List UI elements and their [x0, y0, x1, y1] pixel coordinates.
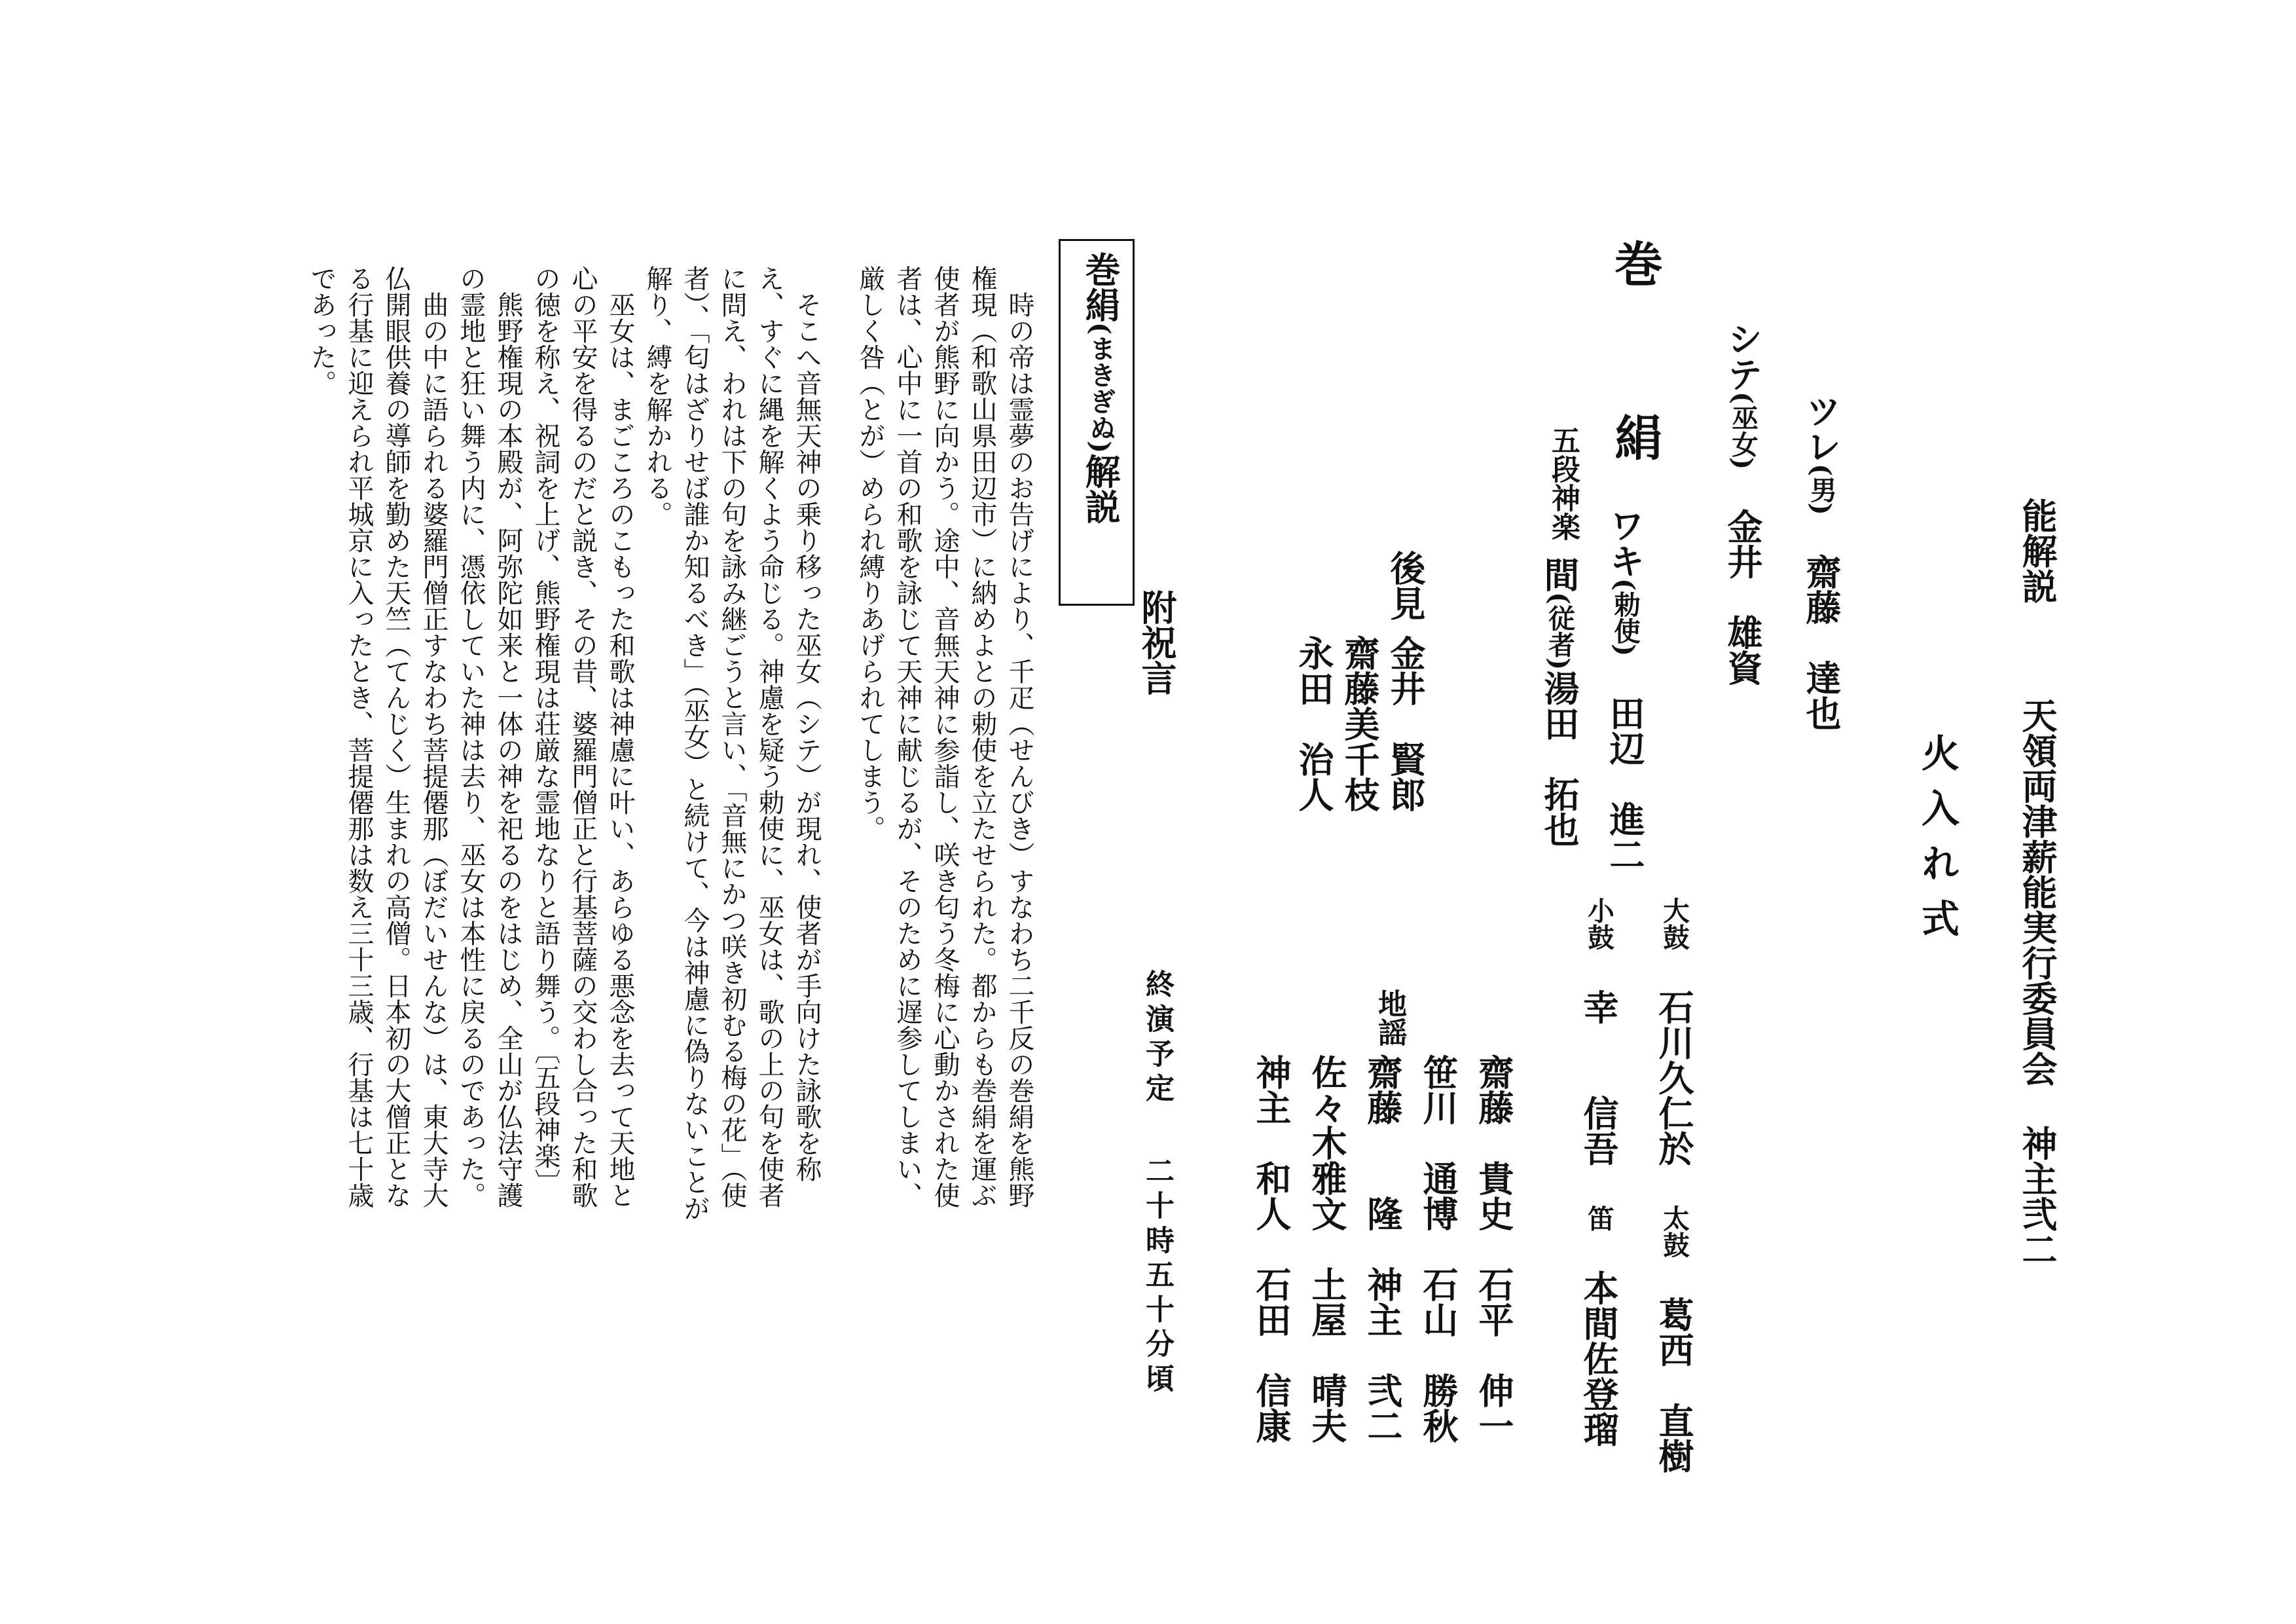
koken-name-3: 永田 治人	[1293, 635, 1335, 812]
taiko-name: 葛西 直樹	[1653, 1297, 1695, 1474]
fue-label: 笛	[1583, 1204, 1614, 1232]
committee-name	[2016, 697, 2058, 1267]
jiutai-col-5: 神主 和人 石田 信康	[1250, 1054, 1292, 1443]
commentary-paragraph-4: 熊野権現の本殿が、阿弥陀如来と一体の神を祀るのをはじめ、全山が仏法守護の霊地と狂い舞う内に、憑依していた神は去り、巫女は本性に戻るのであった。	[456, 265, 523, 1208]
jiutai-col-2: 笹川 通博 石山 勝秋	[1417, 1054, 1459, 1443]
commentary-title-box	[1059, 239, 1135, 606]
waki-role: ワキ	[1604, 507, 1646, 578]
shite-role: シテ	[1722, 321, 1764, 392]
hayashi-kotsuzumi	[1578, 897, 1620, 1447]
tsure-role: ツレ	[1800, 393, 1842, 464]
kannushi-name: 弐二	[2016, 1196, 2058, 1267]
committee-text: 天領両津薪能実行委員会	[2016, 697, 2058, 1086]
commentary-paragraph-3: 巫女は、まごころのこもった和歌は神慮に叶い、あらゆる悪念を去って天地と心の平安を得るのだと説き、その昔、婆羅門僧正と行基菩薩の交わし合った和歌の徳を称え、祝詞を上げ、熊野権現は荘厳な霊地なりと語り舞う。〔五段神楽〕	[530, 265, 635, 1208]
commentary-title-suffix: 解説	[1080, 453, 1121, 525]
ai-sub: (従者)	[1544, 592, 1575, 671]
fue-name: 本間佐登瑠	[1578, 1270, 1620, 1447]
cast-tsure	[1800, 393, 1842, 731]
commentary-paragraph-2: そこへ音無天神の乗り移った巫女（シテ）が現れ、使者が手向けた詠歌を称え、すぐに縄を解くよう命じる。神慮を疑う勅使に、巫女は、歌の上の句を使者に問え、われは下の句を詠み継ごうと言い、「音無にかつ咲き初むる梅の花」（使者）、「匂はざりせば誰か知るべき」（巫女）と続けて、今は神慮に偽りないことが解り、縛を解かれる。	[642, 265, 822, 1221]
waki-name: 田辺 進二	[1604, 695, 1646, 872]
otsuzumi-name: 石川久仁於	[1653, 989, 1695, 1166]
ceremony-title: 火入れ式	[1915, 733, 1959, 954]
kannushi-role: 神主	[2016, 1125, 2058, 1196]
commentary-body-left	[216, 265, 825, 1221]
play-title-2: 絹	[1607, 413, 1663, 461]
play-title-1: 巻	[1607, 239, 1663, 287]
koken-name-2: 齋藤美千枝	[1339, 635, 1381, 812]
hayashi-otsuzumi	[1653, 897, 1695, 1474]
ai-name: 湯田 拓也	[1539, 670, 1580, 847]
koken-label: 後見	[1385, 550, 1427, 621]
commentary-body-right	[828, 265, 1038, 1221]
jiutai-label: 地謡	[1373, 989, 1406, 1046]
otsuzumi-label: 大鼓	[1658, 897, 1690, 950]
commentary-paragraph-5: 曲の中に語られる婆羅門僧正すなわち菩提僊那（ぼだいせんな）は、東大寺大仏開眼供養の導師を勤めた天竺（てんじく）生まれの高僧。日本初の大僧正となる行基に迎えられ平城京に入ったとき、菩提僊那は数え三十三歳、行基は七十歳であった。	[306, 265, 448, 1208]
kotsuzumi-name: 幸 信吾	[1578, 989, 1620, 1166]
commentary-reading: (まきぎぬ)	[1085, 322, 1116, 454]
cast-shite	[1722, 321, 1764, 686]
commentary-paragraph-1: 時の帝は霊夢のお告げにより、千疋（せんびき）すなわち二千反の巻絹を熊野権現（和歌山県田辺市）に納めよとの勅使を立たせられた。都からも巻絹を運ぶ使者が熊野に向かう。途中、音無天神に参詣し、咲き匂う冬梅に心動かされた使者は、心中に一首の和歌を詠じて天神に献じるが、そのために遅参してしまい、厳しく咎（とが）められ縛りあげられてしまう。	[855, 265, 1034, 1208]
jiutai-col-3: 齋藤 隆 神主 弐二	[1362, 1054, 1404, 1443]
shite-name: 金井 雄資	[1722, 508, 1764, 686]
cast-waki	[1604, 507, 1646, 872]
commentary-title	[1080, 251, 1121, 525]
ai-role: 間	[1539, 557, 1580, 592]
waki-sub: (勅使)	[1609, 578, 1641, 657]
jiutai-col-1: 齋藤 貴史 石平 伸一	[1473, 1054, 1515, 1443]
shugen-label: 附祝言	[1136, 589, 1178, 695]
commentary-title-main: 巻絹	[1080, 251, 1121, 322]
koken-name-1: 金井 賢郎	[1385, 635, 1427, 812]
cast-ai	[1539, 557, 1580, 847]
jiutai-col-4: 佐々木雅文 土屋 晴夫	[1306, 1054, 1348, 1443]
tsure-name: 齋藤 達也	[1800, 554, 1842, 731]
taiko-label: 太鼓	[1658, 1204, 1690, 1258]
end-time: 二十時五十分頃	[1140, 1156, 1174, 1398]
end-label: 終演予定	[1140, 969, 1174, 1108]
noh-label: 能解説	[2016, 498, 2058, 604]
shite-sub: (巫女)	[1727, 392, 1758, 470]
section-label: 五段神楽	[1546, 426, 1580, 541]
kotsuzumi-label: 小鼓	[1583, 897, 1614, 950]
tsure-sub: (男)	[1806, 464, 1837, 515]
